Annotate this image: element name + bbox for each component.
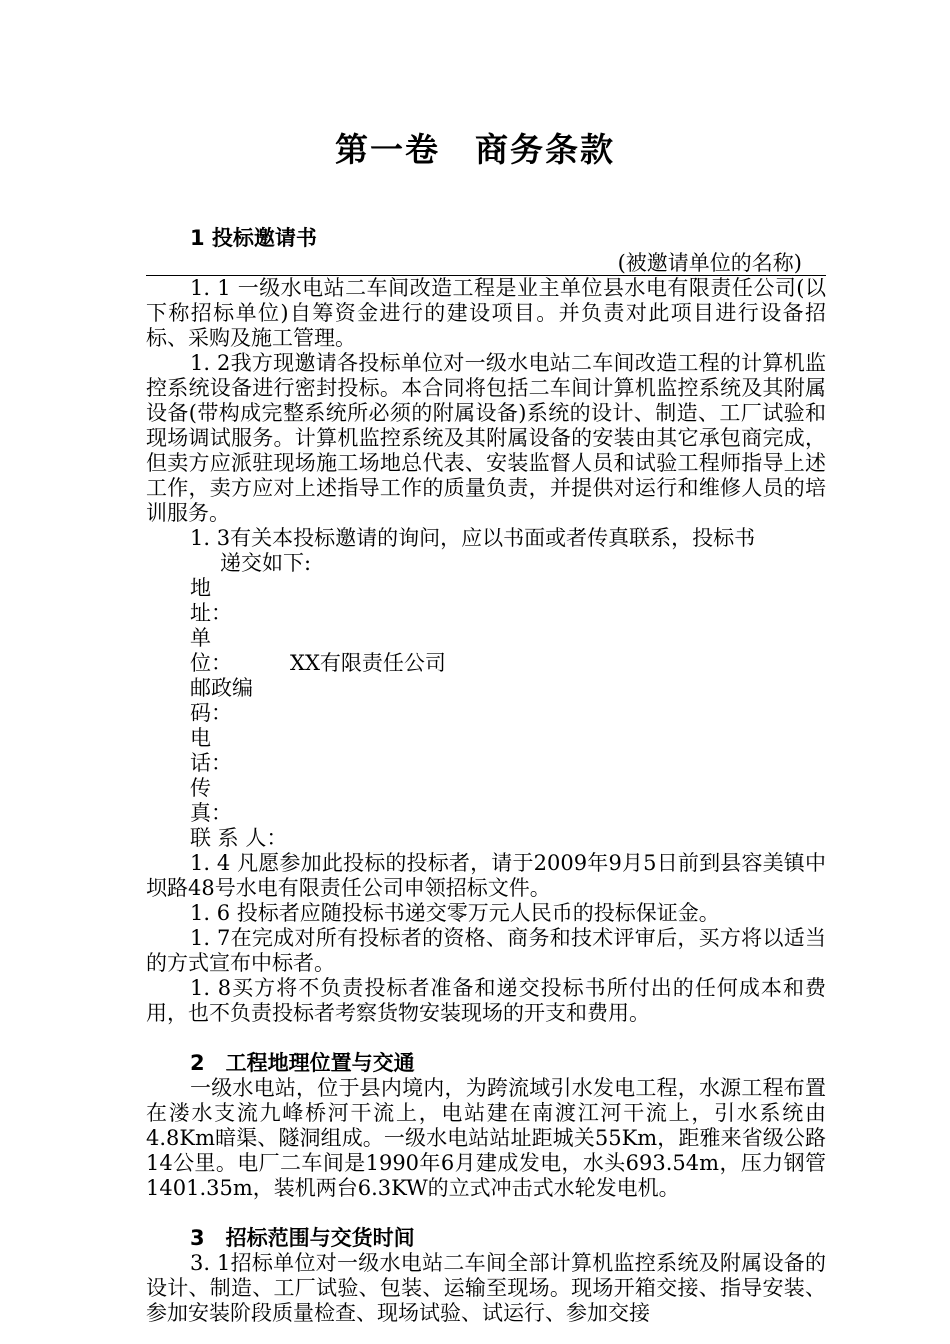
contact-company-value: XX有限责任公司 bbox=[290, 651, 446, 675]
paragraph-1-6: 1. 6 投标者应随投标书递交零万元人民币的投标保证金。 bbox=[190, 901, 720, 925]
section-1-heading: 1 投标邀请书 bbox=[190, 226, 317, 250]
section-2-heading: 2 工程地理位置与交通 bbox=[190, 1051, 415, 1075]
paragraph-1-2: 1. 2我方现邀请各投标单位对一级水电站二车间改造工程的计算机监控系统设备进行密封投标。本合同将包括二车间计算机监控系统及其附属设备(带构成完整系统所必须的附属设备)系统的设计、制造、工厂试验和现场调试服务。计算机监控系统及其附属设备的安装由其它承包商完成，但卖方应派驻现场施工场地总代表、安装监督人员和试验工程师指导上述工作，卖方应对上述指导工作的质量负责，并提供对运行和维修人员的培训服务。 bbox=[146, 351, 826, 525]
contact-phone bbox=[146, 726, 826, 776]
paragraph-3-1: 3. 1招标单位对一级水电站二车间全部计算机监控系统及附属设备的设计、制造、工厂试验、包装、运输至现场。现场开箱交接、指导安装、参加安装阶段质量检查、现场试验、试运行、参加交接 bbox=[146, 1251, 826, 1325]
paragraph-1-3-line1: 1. 3有关本投标邀请的询问，应以书面或者传真联系，投标书 bbox=[190, 526, 756, 550]
paragraph-2: 一级水电站，位于县内境内，为跨流域引水发电工程，水源工程布置在溇水支流九峰桥河干流上，电站建在南渡江河干流上，引水系统由4.8Km暗渠、隧洞组成。一级水电站站址距城关55Km，距雅来省级公路14公里。电厂二车间是1990年6月建成发电，水头693.54m，压力钢管1401.35m，装机两台6.3KW的立式冲击式水轮发电机。 bbox=[146, 1076, 826, 1200]
paragraph-1-4: 1. 4 凡愿参加此投标的投标者，请于2009年9月5日前到县容美镇中坝路48号水电有限责任公司申领招标文件。 bbox=[146, 851, 826, 900]
contact-fax bbox=[146, 776, 826, 826]
paragraph-1-8: 1. 8买方将不负责投标者准备和递交投标书所付出的任何成本和费用，也不负责投标者考察货物安装现场的开支和费用。 bbox=[146, 976, 826, 1025]
contact-company-label: 单 位： bbox=[190, 626, 253, 675]
section-gap bbox=[146, 1201, 826, 1226]
contact-postcode-label: 邮政编码： bbox=[190, 676, 253, 725]
paragraph-1-1: 1. 1 一级水电站二车间改造工程是业主单位县水电有限责任公司(以下称招标单位)自筹资金进行的建设项目。并负责对此项目进行设备招标、采购及施工管理。 bbox=[146, 276, 826, 350]
contact-postcode bbox=[146, 676, 826, 726]
document-body bbox=[146, 226, 826, 1326]
contact-fax-label: 传 真： bbox=[190, 776, 253, 825]
contact-person-label: 联 系 人： bbox=[190, 826, 288, 850]
page-title: 第一卷 商务条款 bbox=[335, 130, 615, 169]
contact-address bbox=[146, 576, 826, 626]
contact-address-label: 地 址： bbox=[190, 576, 253, 625]
paragraph-1-7: 1. 7在完成对所有投标者的资格、商务和技术评审后，买方将以适当的方式宣布中标者。 bbox=[146, 926, 826, 975]
invitee-placeholder: (被邀请单位的名称) bbox=[617, 251, 802, 275]
paragraph-1-3-line2: 递交如下: bbox=[220, 551, 312, 575]
contact-company bbox=[146, 626, 826, 676]
section-3-heading: 3 招标范围与交货时间 bbox=[190, 1226, 415, 1250]
contact-person bbox=[146, 826, 826, 851]
contact-phone-label: 电 话： bbox=[190, 726, 253, 775]
invitee-blank-line bbox=[146, 251, 826, 276]
section-gap bbox=[146, 1026, 826, 1051]
